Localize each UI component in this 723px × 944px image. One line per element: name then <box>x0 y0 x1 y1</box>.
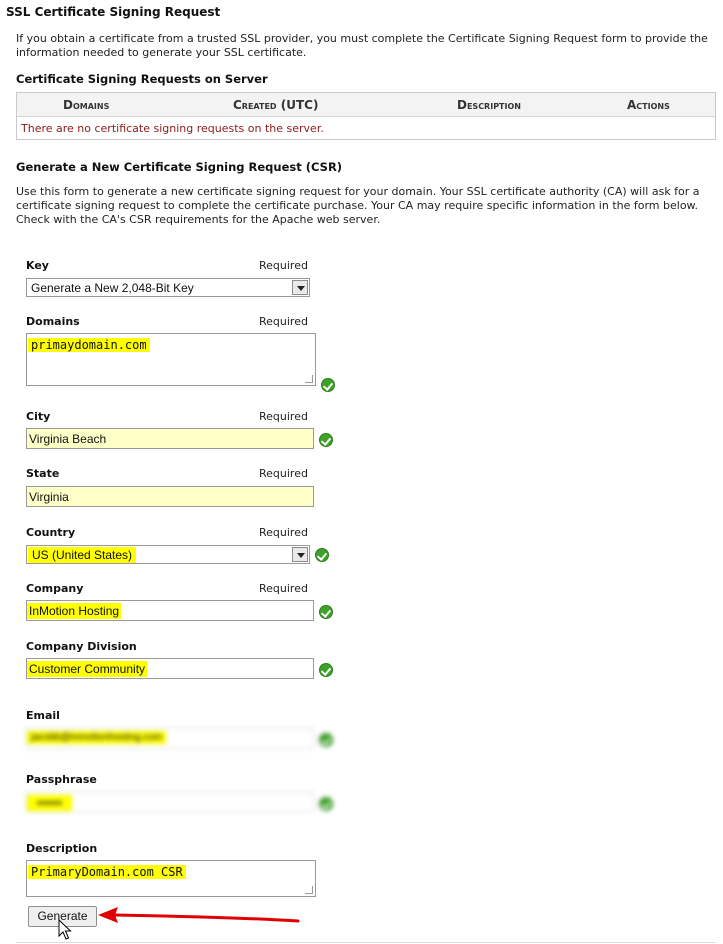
key-select[interactable] <box>26 278 310 297</box>
check-icon <box>319 605 333 619</box>
csr-empty-message: There are no certificate signing requests on the server. <box>21 122 324 135</box>
company-value: InMotion Hosting <box>29 604 120 618</box>
key-label: Key <box>26 259 49 272</box>
email-value: jacobb@inmotionhosting.com <box>27 731 166 744</box>
intro-text: If you obtain a certificate from a trusted SSL provider, you must complete the Certificate Signing Request form to provide the information needed to generate your SSL certificate. <box>16 32 708 59</box>
state-label: State <box>26 467 60 480</box>
city-value: Virginia Beach <box>29 432 107 446</box>
domains-value: primaydomain.com <box>28 338 150 352</box>
divider <box>16 942 716 943</box>
csr-table-header <box>17 93 715 117</box>
check-icon <box>319 797 333 811</box>
description-label: Description <box>26 842 98 855</box>
company-required: Required <box>259 582 308 595</box>
city-label: City <box>26 410 51 423</box>
check-icon <box>319 433 333 447</box>
column-created[interactable]: Created (UTC) <box>233 98 319 112</box>
key-select-value: Generate a New 2,048-Bit Key <box>31 281 194 295</box>
passphrase-input[interactable] <box>26 792 314 812</box>
mouse-cursor-icon <box>58 919 72 941</box>
generate-section-heading: Generate a New Certificate Signing Request (CSR) <box>16 160 343 174</box>
passphrase-label: Passphrase <box>26 773 97 786</box>
state-required: Required <box>259 467 308 480</box>
country-required: Required <box>259 526 308 539</box>
passphrase-value: •••••• <box>27 795 72 811</box>
country-label: Country <box>26 526 76 539</box>
city-required: Required <box>259 410 308 423</box>
column-description[interactable]: Description <box>457 98 521 112</box>
csr-section-heading: Certificate Signing Requests on Server <box>16 72 268 86</box>
description-textarea[interactable] <box>26 860 316 897</box>
domains-required: Required <box>259 315 308 328</box>
check-icon <box>319 733 333 747</box>
email-input[interactable] <box>26 728 314 749</box>
chevron-down-icon[interactable] <box>292 547 308 562</box>
check-icon <box>321 378 335 392</box>
page-title: SSL Certificate Signing Request <box>6 5 221 19</box>
description-value: PrimaryDomain.com CSR <box>28 865 186 879</box>
generate-button[interactable]: Generate <box>28 906 97 927</box>
country-select[interactable] <box>26 545 310 564</box>
state-input[interactable] <box>26 486 314 507</box>
check-icon <box>319 663 333 677</box>
chevron-down-icon[interactable] <box>292 280 308 295</box>
company-division-label: Company Division <box>26 640 137 653</box>
check-icon <box>315 548 329 562</box>
column-actions: Actions <box>627 98 670 112</box>
generate-description: Use this form to generate a new certificate signing request for your domain. Your SSL certificate authority (CA) will ask for a certificate signing request to complete the certificate purchase. Your CA may require specific information in the form below. Check with the CA's CSR requirements for the Apache web server. <box>16 185 700 226</box>
resize-grip-icon[interactable] <box>305 886 313 894</box>
domains-label: Domains <box>26 315 80 328</box>
email-label: Email <box>26 709 60 722</box>
annotation-arrow-icon <box>90 902 300 928</box>
state-value: Virginia <box>29 490 69 504</box>
key-required: Required <box>259 259 308 272</box>
company-input[interactable] <box>26 600 314 621</box>
column-domains[interactable]: Domains <box>63 98 110 112</box>
company-division-value: Customer Community <box>29 662 146 676</box>
city-input[interactable] <box>26 428 314 449</box>
domains-textarea[interactable] <box>26 333 316 386</box>
company-label: Company <box>26 582 84 595</box>
csr-table <box>16 92 716 140</box>
country-select-value: US (United States) <box>28 547 136 563</box>
resize-grip-icon[interactable] <box>305 375 313 383</box>
company-division-input[interactable] <box>26 658 314 679</box>
